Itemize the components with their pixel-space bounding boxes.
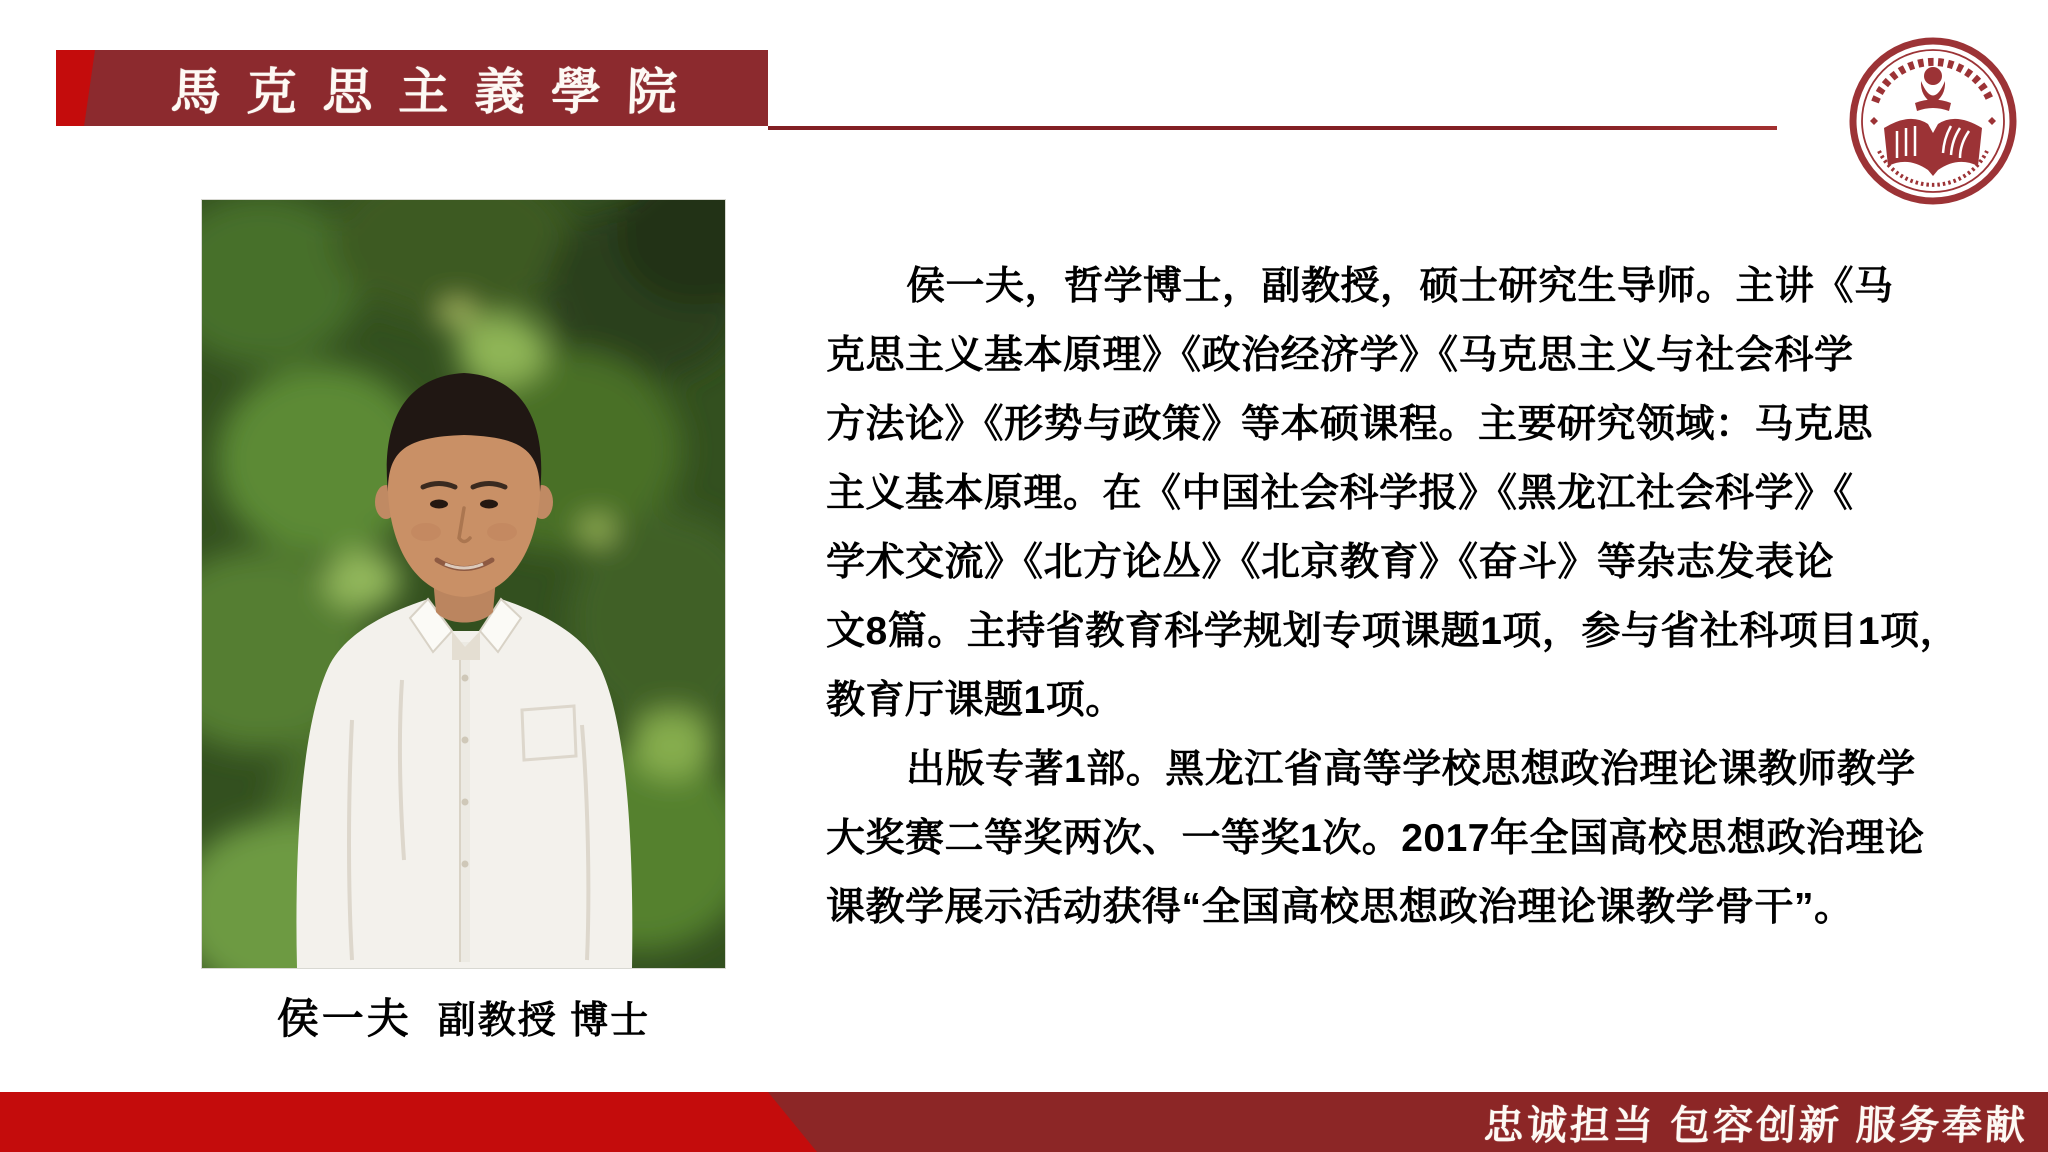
marx-head-emblem [1915, 67, 1951, 111]
bio-line: 侯一夫，哲学博士，副教授，硕士研究生导师。主讲《马 [906, 265, 1894, 308]
bio-line: 课教学展示活动获得“全国高校思想政治理论课教学骨干”。 [826, 886, 1854, 929]
portrait-photo-image [202, 200, 725, 968]
bio-line: 方法论》《形势与政策》等本硕课程。主要研究领域：马克思 [826, 403, 1874, 446]
header-rule-line [768, 126, 1777, 130]
seal-side-marks [1870, 117, 1996, 125]
footer-bar [0, 1092, 2048, 1152]
bio-line: 学术交流》《北方论丛》《北京教育》《奋斗》等杂志发表论 [826, 541, 1835, 584]
bio-line: 克思主义基本原理》《政治经济学》《马克思主义与社会科学 [826, 334, 1854, 377]
bio-line: 教育厅课题1项。 [826, 679, 1125, 722]
eyes [430, 500, 448, 509]
bio-line: 主义基本原理。在《中国社会科学报》《黑龙江社会科学》《 [826, 472, 1854, 515]
university-seal-logo [1848, 36, 2018, 206]
open-book-emblem [1884, 119, 1982, 176]
photo-caption [202, 988, 725, 1044]
portrait-photo [202, 200, 725, 968]
motto-calligraphy: 忠诚担当 包容创新 服务奉献 [1482, 1103, 2029, 1148]
bio-line: 大奖赛二等奖两次、一等奖1次。2017年全国高校思想政治理论 [826, 817, 1925, 860]
bio-text-block [826, 252, 2006, 942]
bio-line: 出版专著1部。黑龙江省高等学校思想政治理论课教师教学 [906, 748, 1916, 791]
bio-line: 文8篇。主持省教育科学规划专项课题1项，参与省社科项目1项， [826, 610, 1960, 653]
footer-left-accent [0, 1092, 817, 1152]
header-banner [56, 50, 768, 126]
person-name: 侯一夫 [276, 995, 412, 1042]
person-titles: 副教授 博士 [437, 999, 651, 1042]
school-name-calligraphy: 馬克思主義學院 [169, 64, 704, 120]
banner-left-accent [56, 50, 95, 126]
